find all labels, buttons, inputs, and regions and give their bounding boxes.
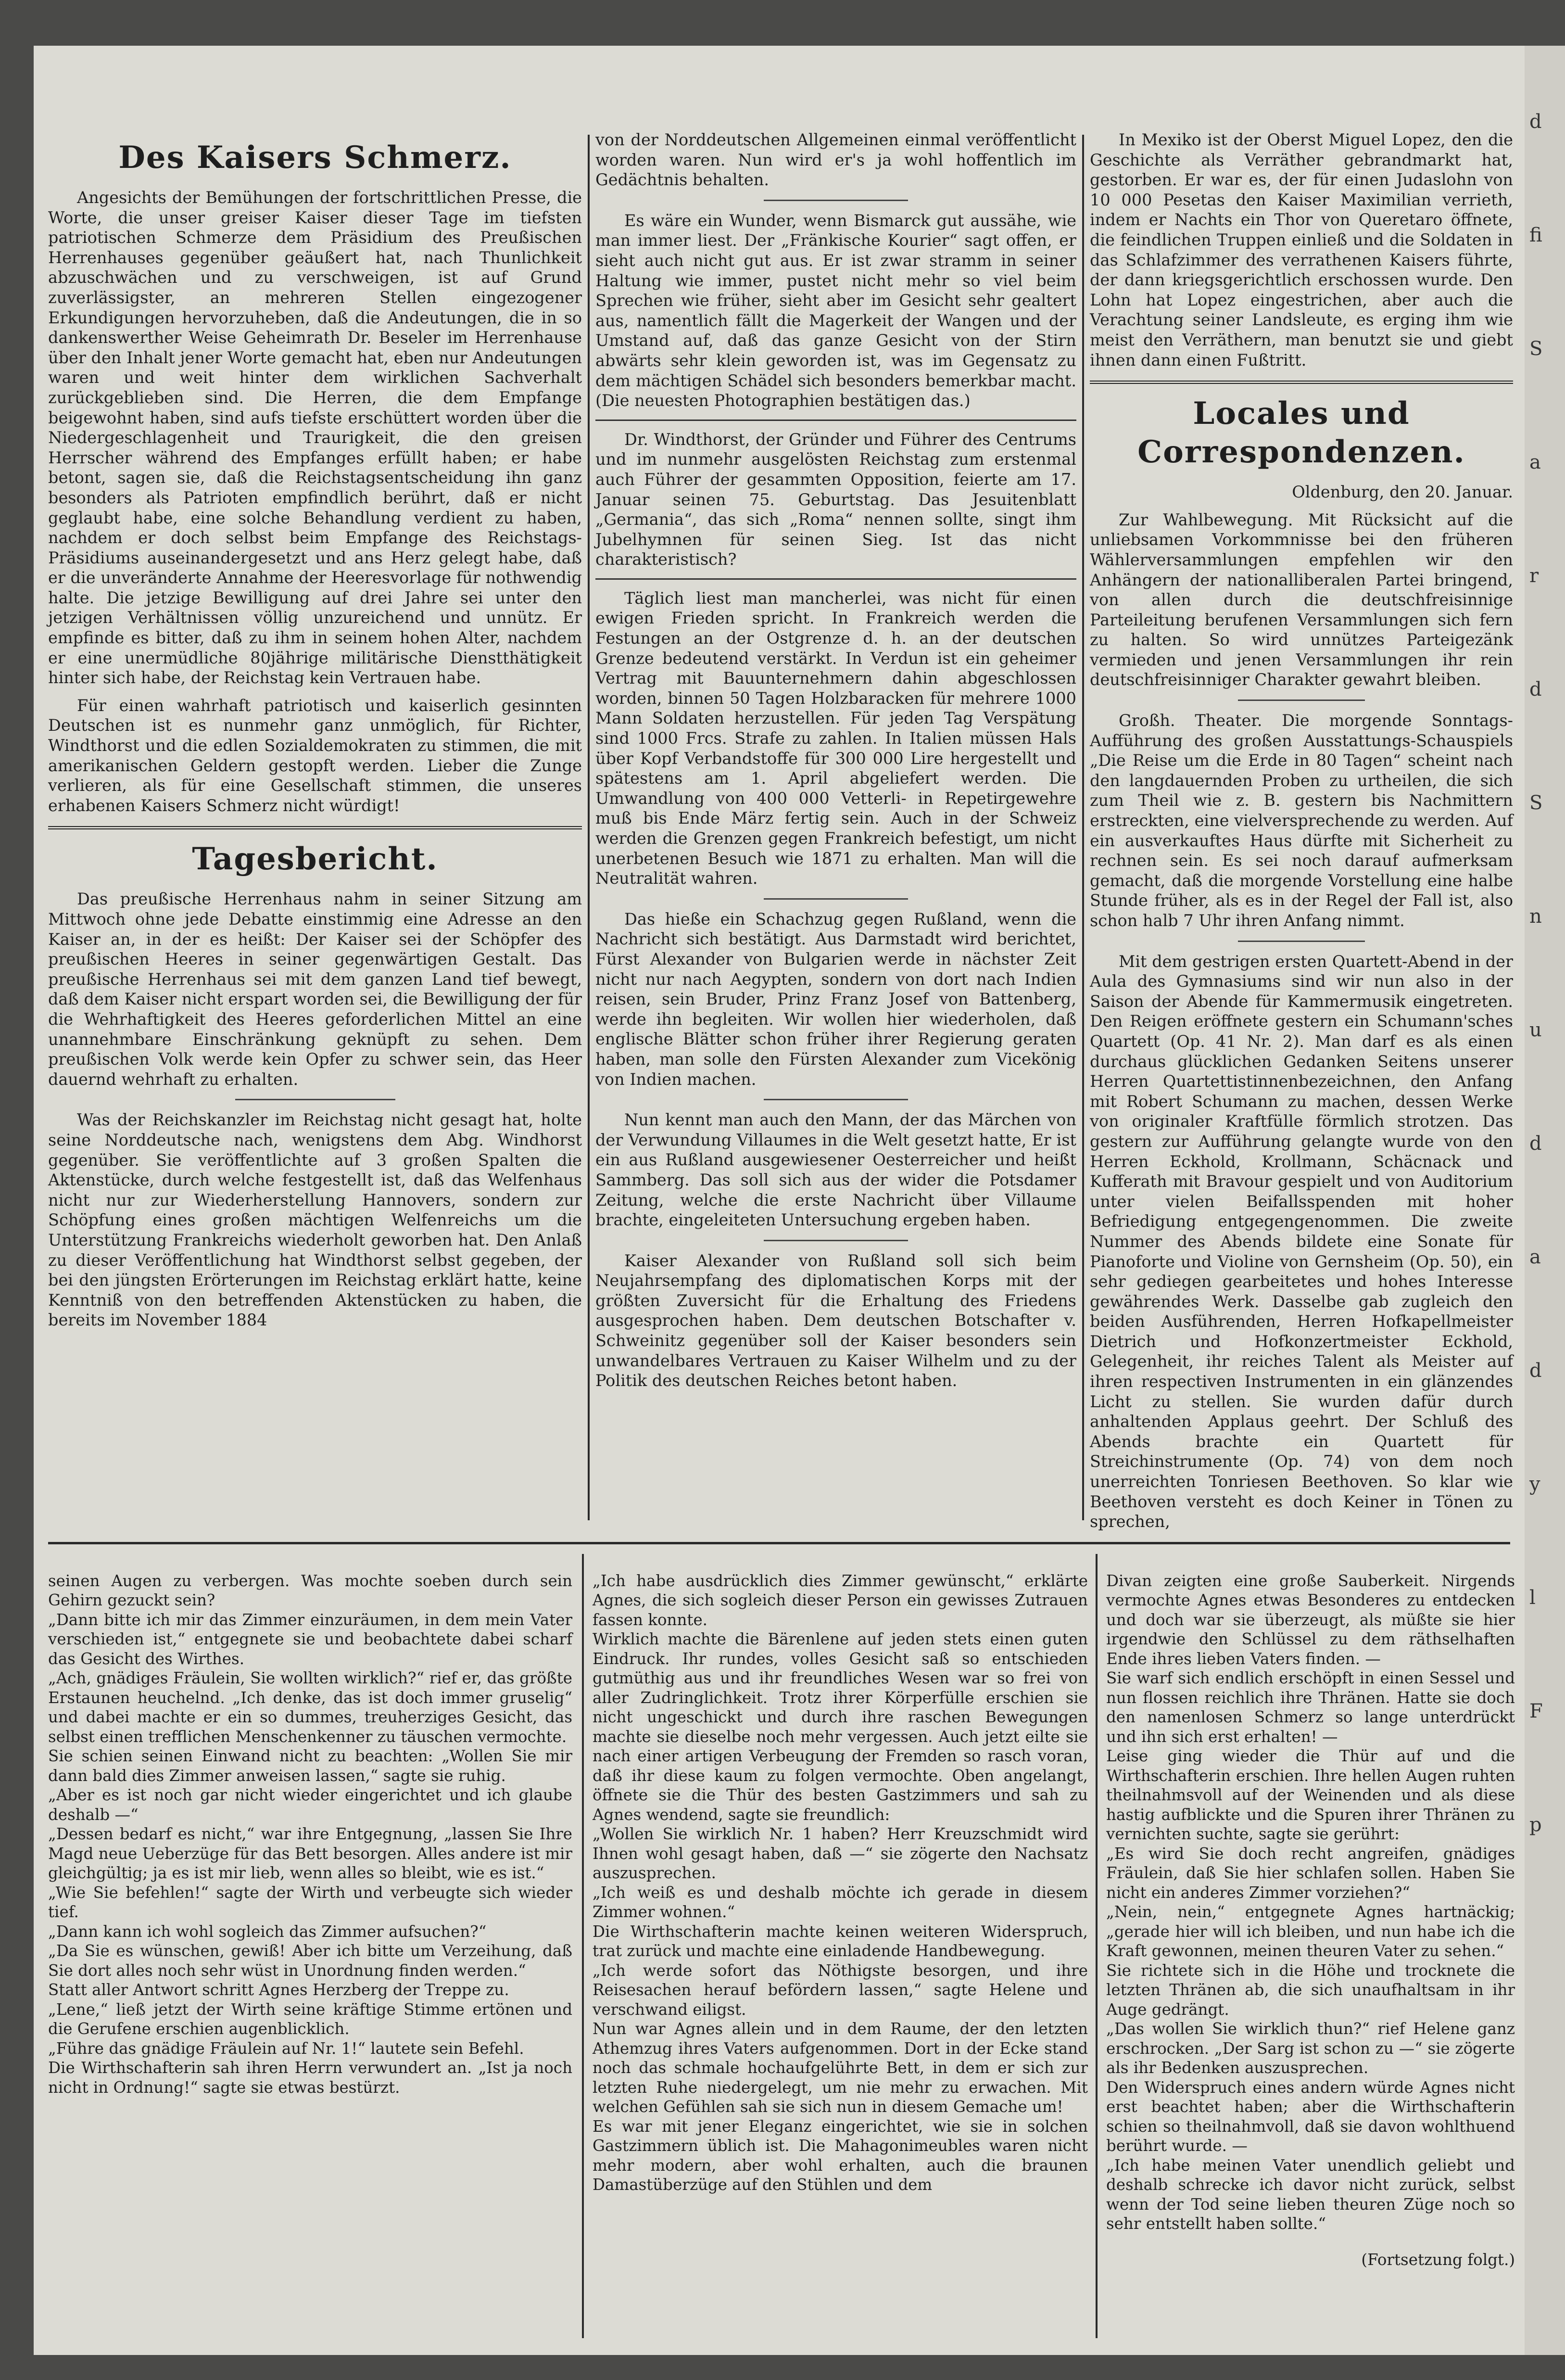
edge-letter: a xyxy=(1529,451,1541,473)
separator xyxy=(595,420,1076,421)
article-wahlbewegung: Zur Wahlbewegung. Mit Rücksicht auf die unliebsamen Vorkommnisse bei den früheren Wählerversammlungen empfehlen wir den Anhängern der nationalliberalen Partei bringend, von allen durch die deutschfreisinnige Parteileitung berufenen Versammlungen sich fern zu halten. So wird unnützes Parteigezänk vermieden und jenen Versammlungen ihr rein deutschfreisinniger Charakter gewahrt bleiben. xyxy=(1090,510,1513,689)
feuilleton-divider-1 xyxy=(582,1554,584,2338)
edge-letter: a xyxy=(1529,1246,1541,1268)
article-continued: von der Norddeutschen Allgemeinen einmal veröffentlicht worden waren. Nun wird er's ja wohl hoffentlich im Gedächtnis behalten. xyxy=(595,130,1076,190)
edge-letter: d xyxy=(1529,111,1542,133)
column-2 xyxy=(595,130,1076,1399)
separator xyxy=(1238,700,1365,701)
article-reichskanzler: Was der Reichskanzler im Reichstag nicht gesagt hat, holte seine Norddeutsche nach, wenigstens dem Abg. Windhorst gegenüber. Sie veröffentlichte auf 3 großen Spalten die Aktenstücke, durch welche festgestellt ist, daß das Welfenhaus nicht nur zur Wiederherstellung Hannovers, sondern zur Schöpfung eines großen mächtigen Welfenreichs um die Unterstützung Frankreichs wiederholt geworben hat. Den Anlaß zu dieser Veröffentlichung hat Windthorst selbst gegeben, der bei den jüngsten Erörterungen im Reichstag erklärt hatte, keine Kenntniß von den betreffenden Aktenstücken zu haben, die bereits im November 1884 xyxy=(48,1110,582,1330)
feuilleton-column-2 xyxy=(593,1552,1088,2195)
feuilleton-text-2: „Ich habe ausdrücklich dies Zimmer gewünscht,“ erklärte Agnes, die sich sogleich dieser Person ein gewisses Zutrauen fassen konnte. Wirklich machte die Bärenlene auf jeden stets einen guten Eindruck. Ihr rundes, volles Gesicht saß so entschieden gutmüthig aus und ihr freundliches Wesen war so frei von aller Zudringlichkeit. Trotz ihrer Körperfülle erschien sie nicht ungeschickt und durch ihre raschen Bewegungen machte sie dieselbe noch mehr vergessen. Auch jetzt eilte sie nach einer artigen Verbeugung der Fremden so rasch voran, daß ihr diese kaum zu folgen vermochte. Oben angelangt, öffnete sie die Thür des besten Gastzimmers und sah zu Agnes wendend, sagte sie freundlich: „Wollen Sie wirklich Nr. 1 haben? Herr Kreuzschmidt wird Ihnen wohl gesagt haben, daß —“ sie zögerte den Nachsatz auszusprechen. „Ich weiß es und deshalb möchte ich gerade in diesem Zimmer wohnen.“ Die Wirthschafterin machte keinen weiteren Widerspruch, trat zurück und machte eine einladende Handbewegung. „Ich werde sofort das Nöthigste besorgen, und ihre Reisesachen herauf befördern lassen,“ sagte Helene und verschwand eiligst. Nun war Agnes allein und in dem Raume, der den letzten Athemzug ihres Vaters aufgenommen. Dort in der Ecke stand noch das schmale hochaufgelührte Bett, in dem er sich zur letzten Ruhe niedergelegt, um nie mehr zu erwachen. Mit welchen Gefühlen sah sie sich nun in diesem Gemache um! Es war mit jener Eleganz eingerichtet, wie sie in solchen Gastzimmern üblich ist. Die Mahagonimeubles waren nicht mehr modern, aber wohl erhalten, auch die braunen Damastüberzüge auf den Stühlen und dem xyxy=(593,1571,1088,2194)
article-theater: Großh. Theater. Die morgende Sonntags-Aufführung des großen Ausstattungs-Schauspiels „Die Reise um die Erde in 80 Tagen“ scheint nach den langdauernden Proben zu urtheilen, die sich zum Theil wie z. B. gestern bis Nachmittern erstreckten, eine vielversprechende zu werden. Auf ein ausverkauftes Haus dürfte mit Sicherheit zu rechnen sein. Es sei noch darauf aufmerksam gemacht, daß die morgende Vorstellung eine halbe Stunde früher, als es in der Regel der Fall ist, also schon halb 7 Uhr ihren Anfang nimmt. xyxy=(1090,711,1513,930)
column-1 xyxy=(48,130,582,1338)
edge-letter: d xyxy=(1529,1133,1542,1155)
separator xyxy=(764,1099,908,1100)
feuilleton-divider xyxy=(48,1542,1510,1544)
feuilleton-divider-2 xyxy=(1096,1554,1098,2338)
article-herrenhaus: Das preußische Herrenhaus nahm in seiner Sitzung am Mittwoch ohne jede Debatte einstimmig eine Adresse an den Kaiser an, in der es heißt: Der Kaiser sei der Schöpfer des preußischen Heeres in seiner gegenwärtigen Gestalt. Das preußische Herrenhaus sei mit dem ganzen Land tief bewegt, daß dem Kaiser nicht erspart worden sei, die Bewilligung der für die Wehrhaftigkeit des Heeres geforderlichen Mittel an eine unannehmbare Einschränkung geknüpft zu sehen. Dem preußischen Volk werde kein Opfer zu schwer sein, das Heer dauernd wehrhaft zu erhalten. xyxy=(48,890,582,1089)
article-bulgarien: Das hieße ein Schachzug gegen Rußland, wenn die Nachricht sich bestätigt. Aus Darmstadt wird berichtet, Fürst Alexander von Bulgarien werde in nächster Zeit nicht nur nach Aegypten, sondern von dort nach Indien reisen, sein Bruder, Prinz Franz Josef von Battenberg, werde ihn begleiten. Wir wollen hier wiederholen, daß englische Blätter schon früher ihrer Regierung geraten haben, man solle den Fürsten Alexander zum Vicekönig von Indien machen. xyxy=(595,909,1076,1089)
separator xyxy=(595,578,1076,580)
edge-letter: S xyxy=(1529,792,1543,814)
heading-kaisers-schmerz: Des Kaisers Schmerz. xyxy=(118,140,512,176)
article-kaisers-schmerz: Angesichts der Bemühungen der fortschrittlichen Presse, die Worte, die unser greiser Kaiser dieser Tage im tiefsten patriotischen Schmerze dem Präsidium des Preußischen Herrenhauses gegenüber geäußert hat, nach Thunlichkeit abzuschwächen und zu verschweigen, ist auf Grund zuverlässigster, an mehreren Stellen eingezogener Erkundigungen hervorzuheben, daß die Andeutungen, die in so dankenswerther Weise Geheimrath Dr. Beseler im Herrenhause über den Inhalt jener Worte gemacht hat, eben nur Andeutungen waren und weit hinter dem wirklichen Sachverhalt zurückgeblieben sind. Die Herren, die dem Empfange beigewohnt haben, sind aufs tiefste erschüttert worden über die Niedergeschlagenheit und Traurigkeit, die den greisen Herrscher während des Empfanges erfüllt haben; er habe betont, sagen sie, daß die Reichstagsentscheidung ihn ganz besonders als Patrioten empfindlich berührt, daß er nicht geglaubt habe, eine solche Behandlung verdient zu haben, nachdem er doch selbst beim Empfange des Reichstags-Präsidiums auseinandergesetzt und ans Herz gelegt habe, daß er die unveränderte Annahme der Heeresvorlage für nothwendig halte. Die jetzige Bewilligung auf drei Jahre sei unter den jetzigen Verhältnissen völlig unzureichend und unnütz. Er empfinde es bitter, daß zu ihm in seinem hohen Alter, nachdem er eine unermüdliche 80jährige militärische Dienstthätigkeit hinter sich habe, der Reichstag kein Vertrauen habe. xyxy=(48,188,582,687)
article-bismarck: Es wäre ein Wunder, wenn Bismarck gut aussähe, wie man immer liest. Der „Fränkische Kourier“ sagt offen, er sieht auch nicht gut aus. Er ist zwar stramm in seiner Haltung wie immer, pustet nicht mehr so viel beim Sprechen wie früher, sieht aber im Gesicht sehr gealtert aus, namentlich fällt die Magerkeit der Wangen und der Umstand auf, daß das ganze Gesicht von der Stirn abwärts sehr klein geworden ist, was im Gegensatz zu dem mächtigen Schädel sich besonders bemerkbar macht. (Die neuesten Photographien bestätigen das.) xyxy=(595,211,1076,410)
feuilleton-text-3: Divan zeigten eine große Sauberkeit. Nirgends vermochte Agnes etwas Besonderes zu entdecken und doch war sie überzeugt, als müßte sie hier irgendwie den Schlüssel zu dem räthselhaften Ende ihres lieben Vaters finden. — Sie warf sich endlich erschöpft in einen Sessel und nun flossen reichlich ihre Thränen. Hatte sie doch den namenlosen Schmerz so lange unterdrückt und ihn sich erst erhalten! — Leise ging wieder die Thür auf und die Wirthschafterin erschien. Ihre hellen Augen ruhten theilnahmsvoll auf der Weinenden und als diese hastig aufblickte und die Spuren ihrer Thränen zu vernichten suchte, sagte sie gerührt: „Es wird Sie doch recht angreifen, gnädiges Fräulein, daß Sie hier schlafen sollen. Haben Sie nicht ein anderes Zimmer vorziehen?“ „Nein, nein,“ entgegnete Agnes hartnäckig; „gerade hier will ich bleiben, und nun habe ich die Kraft gewonnen, meinen theuren Vater zu sehen.“ Sie richtete sich in die Höhe und trocknete die letzten Thränen ab, die sich unaufhaltsam in ihr Auge gedrängt. „Das wollen Sie wirklich thun?“ rief Helene ganz erschrocken. „Der Sarg ist schon zu —“ sie zögerte als ihr Bedenken auszusprechen. Den Widerspruch eines andern würde Agnes nicht erst beachtet haben; aber die Wirthschafterin schien so theilnahmvoll, daß sie davon wohlthuend berührt wurde. — „Ich habe meinen Vater unendlich geliebt und deshalb schrecke ich davor nicht zurück, selbst wenn der Tod seine lieben theuren Züge noch so sehr entstellt haben sollte.“ xyxy=(1106,1571,1515,2233)
column-divider-2 xyxy=(1082,135,1084,1520)
newspaper-page xyxy=(34,46,1525,2355)
adjacent-page-edge xyxy=(1525,46,1565,2355)
article-quartett: Mit dem gestrigen ersten Quartett-Abend in der Aula des Gymnasiums sind wir nun also in der Saison der Abende für Kammermusik eingetreten. Den Reigen eröffnete gestern ein Schumann'sches Quartett (Op. 41 Nr. 2). Man darf es als einen durchaus glücklichen Gedanken Seitens unserer Herren Quartettistinnenbezeichnen, den Anfang mit Robert Schumann zu machen, dessen Werke von originaler Kraftfülle förmlich strotzen. Das gestern zur Aufführung gelangte wurde von den Herren Eckhold, Krollmann, Schäcnack und Kufferath mit Bravour gespielt und von Auditorium unter vielen Beifallsspenden mit hoher Befriedigung entgegengenommen. Die zweite Nummer des Abends bildete eine Sonate für Pianoforte und Violine von Gernsheim (Op. 50), ein sehr gediegen gearbeitetes und hohes Interesse gewährendes Werk. Dasselbe gab zugleich den beiden Ausführenden, Herren Hofkapellmeister Dietrich und Hofkonzertmeister Eckhold, Gelegenheit, ihr reiches Talent als Meister auf ihren respectiven Instrumenten in ein glänzendes Licht zu stellen. Sie wurden dafür durch anhaltenden Applaus geehrt. Der Schluß des Abends brachte ein Quartett für Streichinstrumente (Op. 74) von dem noch unerreichten Tonriesen Beethoven. So klar wie Beethoven versteht es doch Keiner in Tönen zu sprechen, xyxy=(1090,952,1513,1531)
edge-letter: n xyxy=(1529,905,1542,928)
article-frieden: Täglich liest man mancherlei, was nicht für einen ewigen Frieden spricht. In Frankreich werden die Festungen an der Ostgrenze d. h. an der deutschen Grenze bedeutend verstärkt. In Verdun ist ein geheimer Vertrag mit Bauunternehmern dahin abgeschlossen worden, binnen 50 Tagen Holzbaracken für mehrere 1000 Mann Soldaten herzustellen. Für jeden Tag Verspätung sind 1000 Frcs. Strafe zu zahlen. In Italien müssen Hals über Kopf Verbandstoffe für 300 000 Lire hergestellt und spätestens am 1. April abgeliefert werden. Die Umwandlung von 400 000 Vetterli- in Repetirgewehre muß bis Ende März fertig sein. Auch in der Schweiz werden die Grenzen gegen Frankreich befestigt, um nicht unerbetenen Besuch wie 1871 zu erhalten. Man will die Neutralität wahren. xyxy=(595,588,1076,888)
edge-letter: l xyxy=(1529,1587,1536,1609)
heading-locales: Locales und Correspondenzen. xyxy=(1137,395,1465,471)
column-3 xyxy=(1090,130,1513,1540)
feuilleton-text-1: seinen Augen zu verbergen. Was mochte soeben durch sein Gehirn gezuckt sein? „Dann bitte ich mir das Zimmer einzuräumen, in dem mein Vater verschieden ist,“ entgegnete sie und beobachtete dabei scharf das Gesicht des Wirthes. „Ach, gnädiges Fräulein, Sie wollten wirklich?“ rief er, das größte Erstaunen heuchelnd. „Ich denke, das ist doch immer gruselig“ und dabei machte er ein so dummes, treuherziges Gesicht, das selbst einen trefflichen Menschenkenner zu täuschen vermochte. Sie schien seinen Einwand nicht zu beachten: „Wollen Sie mir dann bald dies Zimmer anweisen lassen,“ sagte sie ruhig. „Aber es ist noch gar nicht wieder eingerichtet und ich glaube deshalb —“ „Dessen bedarf es nicht,“ war ihre Entgegnung, „lassen Sie Ihre Magd neue Ueberzüge für das Bett besorgen. Alles andere ist mir gleichgültig; ja es ist mir lieb, wenn alles so bleibt, wie es ist.“ „Wie Sie befehlen!“ sagte der Wirth und verbeugte sich wieder tief. „Dann kann ich wohl sogleich das Zimmer aufsuchen?“ „Da Sie es wünschen, gewiß! Aber ich bitte um Verzeihung, daß Sie dort alles noch sehr wüst in Unordnung finden werden.“ Statt aller Antwort schritt Agnes Herzberg der Treppe zu. „Lene,“ ließ jetzt der Wirth seine kräftige Stimme ertönen und die Gerufene erschien augenblicklich. „Führe das gnädige Fräulein auf Nr. 1!“ lautete sein Befehl. Die Wirthschafterin sah ihren Herrn verwundert an. „Ist ja noch nicht in Ordnung!“ sagte sie etwas bestürzt. xyxy=(48,1571,572,2097)
section-rule xyxy=(1090,381,1513,384)
article-alexander: Kaiser Alexander von Rußland soll sich beim Neujahrsempfang des diplomatischen Korps mit der größten Zuversicht für die Erhaltung des Friedens ausgesprochen haben. Dem deutschen Botschafter v. Schweinitz gegenüber soll der Kaiser besonders sein unwandelbares Vertrauen zu Kaiser Wilhelm und zu der Politik des deutschen Reiches betont haben. xyxy=(595,1251,1076,1390)
heading-tagesbericht: Tagesbericht. xyxy=(192,841,438,878)
edge-letter: u xyxy=(1529,1019,1542,1041)
edge-letter: d xyxy=(1529,678,1542,700)
edge-letter: r xyxy=(1529,565,1539,587)
article-kaisers-schmerz-2: Für einen wahrhaft patriotisch und kaiserlich gesinnten Deutschen ist es nunmehr ganz unmöglich, für Richter, Windthorst und die edlen Sozialdemokraten zu stimmen, die mit amerikanischen Geldern gestopft werden. Lieber die Zunge verlieren, als für eine Gesellschaft stimmen, die unseres erhabenen Kaisers Schmerz nicht würdigt! xyxy=(48,696,582,815)
edge-letter: y xyxy=(1529,1473,1540,1495)
separator xyxy=(1238,941,1365,942)
separator xyxy=(764,1240,908,1241)
feuilleton-column-3 xyxy=(1106,1552,1515,2289)
dateline: Oldenburg, den 20. Januar. xyxy=(1292,483,1513,502)
edge-letter: p xyxy=(1529,1814,1542,1836)
edge-letter: F xyxy=(1529,1700,1543,1722)
separator xyxy=(235,1099,395,1100)
separator xyxy=(764,898,908,900)
continued-note: (Fortsetzung folgt.) xyxy=(1361,2250,1515,2269)
separator xyxy=(764,200,908,201)
article-mexiko: In Mexiko ist der Oberst Miguel Lopez, den die Geschichte als Verräther gebrandmarkt hat, gestorben. Er war es, der für einen Judaslohn von 10 000 Pesetas den Kaiser Maximilian verrieth, indem er Nachts ein Thor von Queretaro öffnete, die feindlichen Truppen einließ und die Soldaten in das Schlafzimmer des verrathenen Kaisers führte, der dann kriegsgerichtlich erschossen wurde. Den Lohn hat Lopez eingestrichen, aber auch die Verachtung seiner Landsleute, es erging ihm wie meist den Verräthern, man benutzt sie und giebt ihnen dann einen Fußtritt. xyxy=(1090,130,1513,369)
edge-letter: fi xyxy=(1529,224,1542,246)
section-rule xyxy=(48,826,582,829)
edge-letter: d xyxy=(1529,1360,1542,1382)
feuilleton-column-1 xyxy=(48,1552,572,2097)
column-divider-1 xyxy=(588,135,590,1520)
article-villaume: Nun kennt man auch den Mann, der das Märchen von der Verwundung Villaumes in die Welt gesetzt hatte, Er ist ein aus Rußland ausgewiesener Oesterreicher und heißt Sammberg. Das soll sich aus der wider die Potsdamer Zeitung, welche die erste Nachricht über Villaume brachte, eingeleiteten Untersuchung ergeben haben. xyxy=(595,1110,1076,1230)
article-windthorst: Dr. Windthorst, der Gründer und Führer des Centrums und im nunmehr ausgelösten Reichstag zum erstenmal auch Führer der gesammten Opposition, feierte am 17. Januar seinen 75. Geburtstag. Das Jesuitenblatt „Germania“, das sich „Roma“ nennen sollte, singt ihm Jubelhymnen für seinen Sieg. Ist das nicht charakteristisch? xyxy=(595,430,1076,569)
edge-letter: S xyxy=(1529,338,1543,360)
